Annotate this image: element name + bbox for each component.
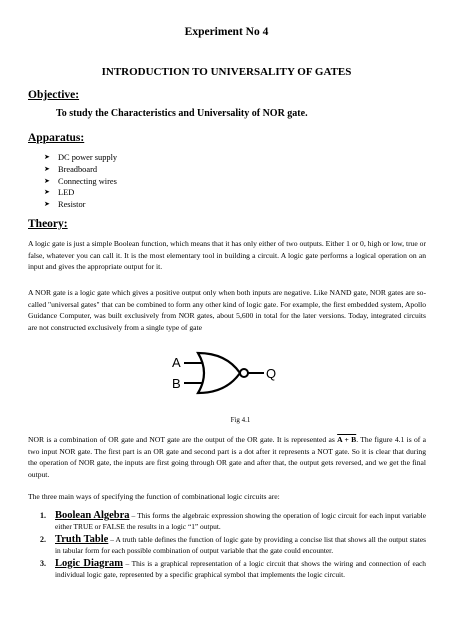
list-item: ➤ LED — [44, 188, 75, 198]
method-title: Boolean Algebra — [55, 510, 130, 521]
list-item: ➤ Connecting wires — [44, 176, 117, 186]
gate-input-b-label: B — [172, 376, 181, 391]
arrow-bullet-icon: ➤ — [44, 200, 50, 209]
not-bubble-icon — [240, 369, 248, 377]
figure-caption: Fig 4.1 — [230, 416, 251, 424]
list-item: ➤ DC power supply — [44, 153, 118, 162]
method-title: Truth Table — [55, 533, 109, 545]
nor-expression: A + B — [337, 435, 357, 444]
list-item: ➤ Resistor — [44, 200, 86, 210]
theory-heading: Theory: — [28, 218, 68, 230]
arrow-bullet-icon: ➤ — [44, 176, 50, 185]
method-title: Logic Diagram — [55, 557, 124, 569]
gate-input-a-label: A — [172, 355, 181, 370]
nor-gate-diagram — [168, 350, 288, 400]
objective-heading: Objective: — [28, 89, 80, 101]
gate-output-q-label: Q — [266, 366, 277, 381]
list-item: 1. Boolean Algebra – This forms the algebraic expression showing the operation of logic circuit for each input variable either TRUE or FALSE the results in a logic “1” output. — [40, 510, 426, 532]
arrow-bullet-icon: ➤ — [44, 164, 50, 173]
arrow-bullet-icon: ➤ — [44, 188, 50, 197]
experiment-title: Experiment No 4 — [184, 26, 269, 38]
theory-paragraph-3: NOR is a combination of OR gate and NOT gate are the output of the OR gate. It is represented as A + B. The figure 4.1 is of a two input NOR gate. The first part is an OR gate and second part is a dot after it represents a NOT gate. So it is clear that during the operation of NOR gate, the inputs are first going through OR gate and after that, the output gets reversed, and we get the final output. — [28, 435, 427, 479]
apparatus-list — [44, 152, 117, 211]
arrow-bullet-icon: ➤ — [44, 153, 50, 161]
or-gate-body-icon — [198, 353, 240, 393]
list-item: ➤ Breadboard — [44, 164, 98, 174]
main-title: INTRODUCTION TO UNIVERSALITY OF GATES — [101, 66, 352, 78]
apparatus-heading: Apparatus: — [28, 132, 85, 144]
list-item: 2. Truth Table – A truth table defines the function of logic gate by providing a concise list that shows all the output states in tabular form for each possible combination of output variable that the gate could encounter. — [40, 533, 426, 556]
objective-text: To study the Characteristics and Universality of NOR gate. — [56, 108, 308, 119]
theory-paragraph-4: The three main ways of specifying the function of combinational logic circuits are: — [28, 492, 280, 501]
theory-paragraph-2: A NOR gate is a logic gate which gives a positive output only when both inputs are negative. Like NAND gate, NOR gates are so-called "universal gates" that can be combined to form any other kind of logic gate. For example, the first embedded system, Apollo Guidance Computer, was built exclusively from NOR gates, about 5,600 in total for the later versions. Today, integrated circuits are not constructed exclusively from a single type of gate — [28, 288, 427, 332]
theory-paragraph-1: A logic gate is just a simple Boolean function, which means that it has only either of two outputs. Either 1 or 0, high or low, true or false, whatever you can call it. It is the most elementary tool in building a circuit. A logic gate performs a logical operation on an input and gives the appropriate output for it. — [28, 239, 426, 272]
list-item: 3. Logic Diagram – This is a graphical representation of a logic circuit that shows the wiring and connection of each individual logic gate, represented by a specific graphical symbol that implements the logic circuit. — [40, 557, 426, 580]
methods-list — [40, 510, 426, 581]
